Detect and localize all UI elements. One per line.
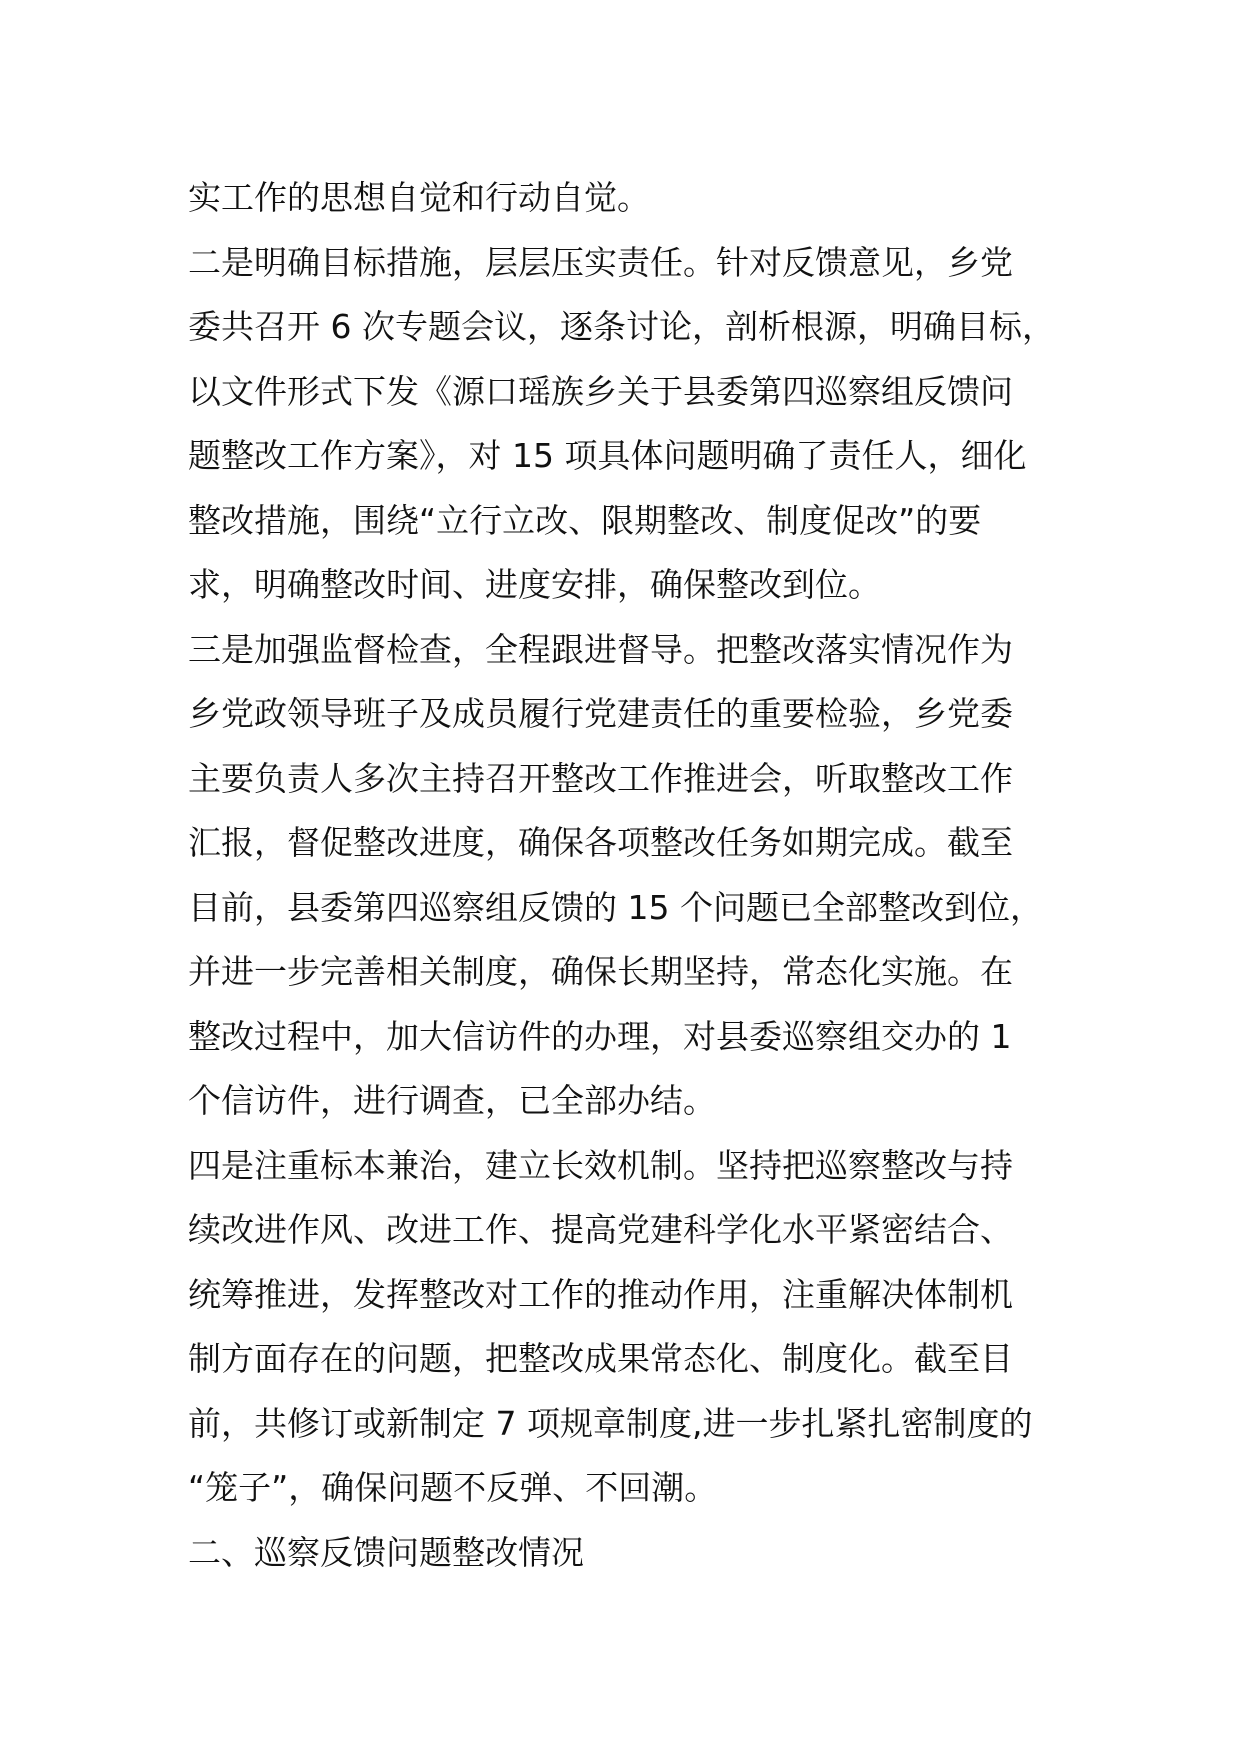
text-line: 整改措施，围绕“立行立改、限期整改、制度促改”的要 (188, 500, 982, 540)
text-line: 整改过程中，加大信访件的办理，对县委巡察组交办的 1 (188, 1016, 1012, 1056)
text-line: 并进一步完善相关制度，确保长期坚持，常态化实施。在 (188, 952, 1013, 991)
text-line: 目前，县委第四巡察组反馈的 15 个问题已全部整改到位， (188, 887, 1043, 927)
text-line: 题整改工作方案》，对 15 项具体问题明确了责任人，细化 (188, 436, 1027, 475)
text-line: 二是明确目标措施，层层压实责任。针对反馈意见，乡党 (188, 242, 1013, 282)
body-text (188, 166, 1088, 1585)
text-line: 求，明确整改时间、进度安排，确保整改到位。 (188, 565, 881, 604)
text-line: 汇报，督促整改进度，确保各项整改任务如期完成。截至 (188, 823, 1013, 862)
text-line: 前，共修订或新制定 7 项规章制度,进一步扎紧扎密制度的 (188, 1403, 1033, 1443)
section-heading: 二、巡察反馈问题整改情况 (188, 1532, 584, 1572)
text-line: 实工作的思想自觉和行动自觉。 (188, 178, 650, 217)
text-line: 主要负责人多次主持召开整改工作推进会，听取整改工作 (188, 758, 1013, 798)
text-line: 三是加强监督检查，全程跟进督导。把整改落实情况作为 (188, 629, 1013, 669)
text-line: 乡党政领导班子及成员履行党建责任的重要检验，乡党委 (188, 694, 1013, 733)
text-line: 委共召开 6 次专题会议，逐条讨论，剖析根源，明确目标， (188, 307, 1055, 346)
text-line: 以文件形式下发《源口瑶族乡关于县委第四巡察组反馈问 (188, 371, 1013, 411)
text-line: “笼子”，确保问题不反弹、不回潮。 (188, 1468, 718, 1507)
text-line: 续改进作风、改进工作、提高党建科学化水平紧密结合、 (188, 1210, 1013, 1249)
text-line: 统筹推进，发挥整改对工作的推动作用，注重解决体制机 (188, 1274, 1013, 1314)
text-line: 制方面存在的问题，把整改成果常态化、制度化。截至目 (188, 1339, 1013, 1378)
text-line: 四是注重标本兼治，建立长效机制。坚持把巡察整改与持 (188, 1145, 1013, 1185)
text-line: 个信访件，进行调查，已全部办结。 (188, 1081, 716, 1120)
